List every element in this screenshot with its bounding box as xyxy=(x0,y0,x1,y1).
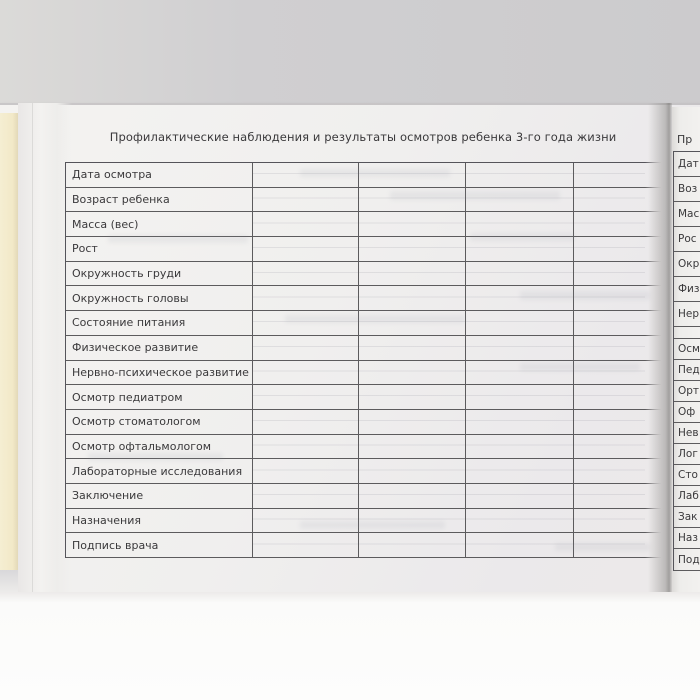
photo-backdrop-bottom xyxy=(0,592,700,700)
empty-data-cell xyxy=(253,286,359,311)
row-label: Окружность груди xyxy=(66,262,253,287)
empty-data-cell xyxy=(253,262,359,287)
row-label-fragment: Мас xyxy=(674,202,700,227)
row-label-fragment: Лаб xyxy=(674,486,700,507)
show-through-smudge xyxy=(520,291,650,300)
empty-data-cell xyxy=(253,435,359,460)
empty-data-cell xyxy=(253,212,359,237)
page-stack-edge xyxy=(0,113,18,577)
row-label-fragment: Под xyxy=(674,549,700,571)
empty-data-cell xyxy=(466,484,574,509)
row-label-fragment: Нев xyxy=(674,423,700,444)
row-label: Состояние питания xyxy=(66,311,253,336)
empty-data-cell xyxy=(359,361,466,386)
empty-data-cell xyxy=(359,533,466,558)
row-label: Осмотр педиатром xyxy=(66,385,253,410)
empty-data-cell xyxy=(359,435,466,460)
page-top-edge xyxy=(0,103,700,105)
row-label: Масса (вес) xyxy=(66,212,253,237)
show-through-smudge xyxy=(285,315,465,323)
row-label-fragment: Дат xyxy=(674,152,700,177)
row-label-fragment: Оф xyxy=(674,402,700,423)
row-label: Нервно-психическое развитие xyxy=(66,361,253,386)
row-label-fragment: Пед xyxy=(674,360,700,381)
row-label: Окружность головы xyxy=(66,286,253,311)
empty-data-cell xyxy=(466,262,574,287)
empty-data-cell xyxy=(253,361,359,386)
empty-data-cell xyxy=(359,385,466,410)
show-through-smudge xyxy=(470,233,575,241)
row-label: Лабораторные исследования xyxy=(66,459,253,484)
observations-table xyxy=(65,162,661,558)
row-label: Возраст ребенка xyxy=(66,188,253,213)
photo-backdrop-top xyxy=(0,0,700,103)
row-label-fragment: Лог xyxy=(674,444,700,465)
empty-data-cell xyxy=(466,163,574,188)
show-through-smudge xyxy=(520,363,640,371)
row-label-fragment: Орт xyxy=(674,381,700,402)
row-label: Осмотр офтальмологом xyxy=(66,435,253,460)
empty-data-cell xyxy=(466,385,574,410)
row-label: Осмотр стоматологом xyxy=(66,410,253,435)
next-page-title-fragment: Пр xyxy=(677,133,693,146)
row-label: Рост xyxy=(66,237,253,262)
empty-data-cell xyxy=(466,336,574,361)
page-left-curl xyxy=(18,103,72,592)
row-label: Назначения xyxy=(66,509,253,534)
empty-data-cell xyxy=(253,484,359,509)
empty-data-cell xyxy=(253,237,359,262)
row-label: Заключение xyxy=(66,484,253,509)
row-label-fragment: Воз xyxy=(674,177,700,202)
empty-data-cell xyxy=(253,385,359,410)
empty-data-cell xyxy=(466,410,574,435)
show-through-smudge xyxy=(300,521,445,529)
row-label-fragment: Окр xyxy=(674,252,700,277)
empty-data-cell xyxy=(253,459,359,484)
empty-data-cell xyxy=(466,435,574,460)
row-label-fragment: Сто xyxy=(674,465,700,486)
empty-data-cell xyxy=(359,212,466,237)
empty-data-cell xyxy=(359,262,466,287)
open-book xyxy=(0,103,700,592)
row-label-fragment: Рос xyxy=(674,227,700,252)
show-through-smudge xyxy=(300,169,450,177)
empty-data-cell xyxy=(466,311,574,336)
row-label-fragment: Зак xyxy=(674,507,700,528)
empty-data-cell xyxy=(466,509,574,534)
empty-data-cell xyxy=(253,533,359,558)
book-gutter-shadow xyxy=(648,103,672,592)
row-label-fragment: Наз xyxy=(674,528,700,549)
row-label-fragment: Осм xyxy=(674,339,700,360)
show-through-smudge xyxy=(88,453,223,461)
show-through-smudge xyxy=(390,191,560,200)
empty-data-cell xyxy=(359,286,466,311)
empty-data-cell xyxy=(466,459,574,484)
row-label: Подпись врача xyxy=(66,533,253,558)
empty-data-cell xyxy=(359,410,466,435)
empty-data-cell xyxy=(253,336,359,361)
empty-data-cell xyxy=(359,484,466,509)
empty-data-cell xyxy=(253,410,359,435)
row-label-fragment: Физ xyxy=(674,277,700,302)
empty-data-cell xyxy=(359,336,466,361)
show-through-smudge xyxy=(108,235,248,243)
empty-data-cell xyxy=(359,459,466,484)
empty-data-cell xyxy=(253,188,359,213)
next-page-table-partial xyxy=(673,151,700,571)
row-label: Дата осмотра xyxy=(66,163,253,188)
row-label-fragment: Нер xyxy=(674,302,700,327)
empty-data-cell xyxy=(359,237,466,262)
page-title: Профилактические наблюдения и результаты осмотров ребенка 3-го года жизни xyxy=(109,130,617,144)
show-through-smudge xyxy=(555,543,650,551)
row-label: Физическое развитие xyxy=(66,336,253,361)
empty-row-fragment xyxy=(674,327,700,339)
